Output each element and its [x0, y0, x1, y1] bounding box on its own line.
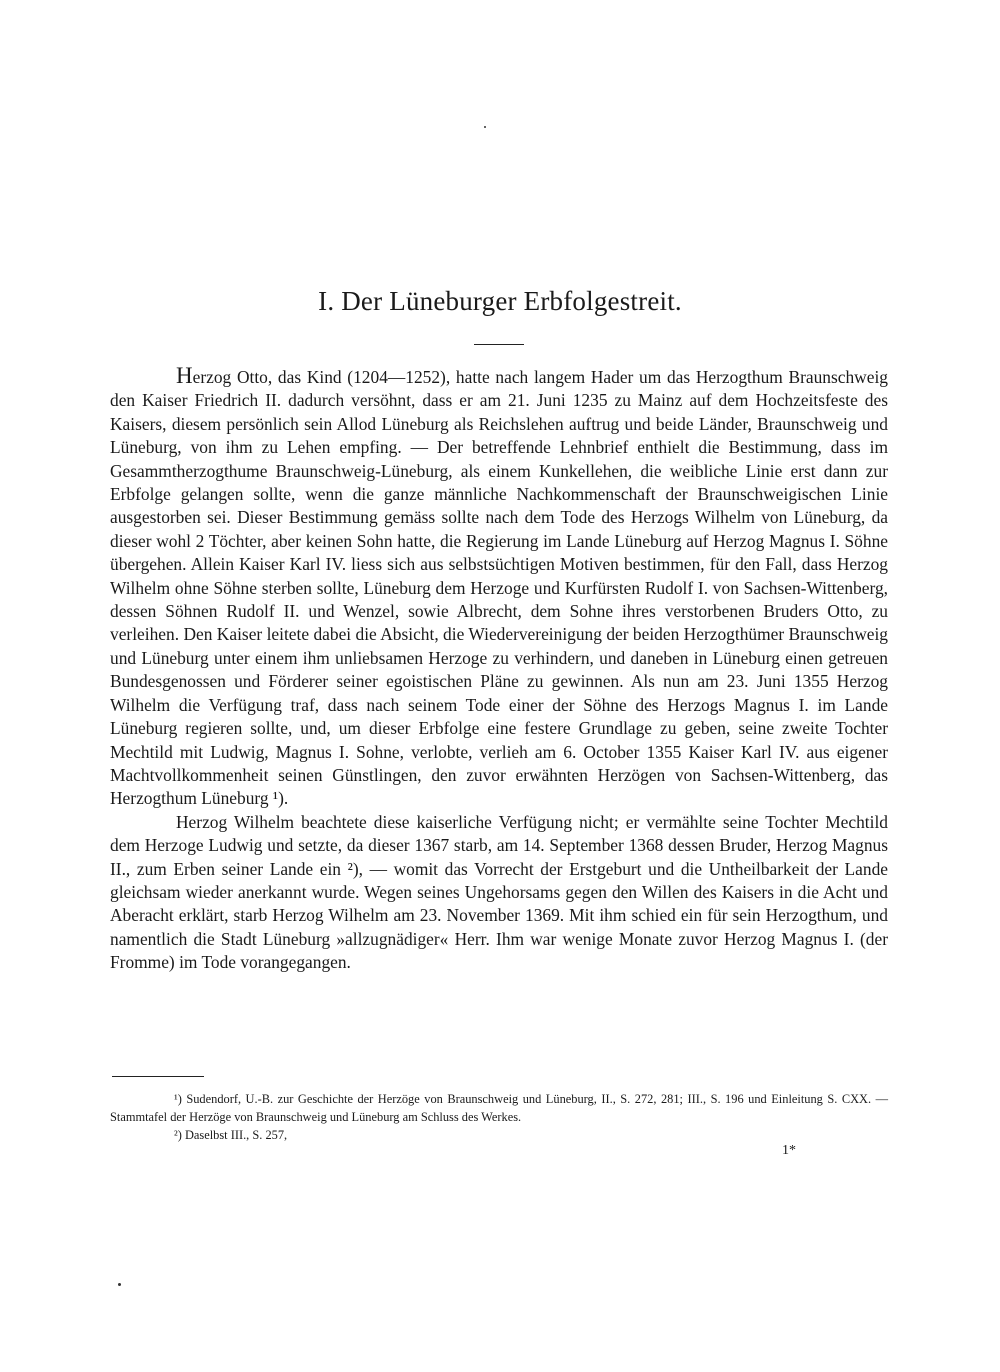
- footnote-1: ¹) Sudendorf, U.-B. zur Geschichte der Herzöge von Braunschweig und Lüneburg, II., S. 272, 281; III., S. 196 und Einleitung S. CXX. — Stammtafel der Herzöge von Braunschweig und Lüneburg am Schluss des Werkes.: [110, 1092, 888, 1124]
- body-text: [110, 364, 888, 975]
- paragraph-2: Herzog Wilhelm beachtete diese kaiserliche Verfügung nicht; er vermählte seine Tochter Mechtild dem Herzoge Ludwig und setzte, da dieser 1367 starb, am 14. September 1368 dessen Bruder, Herzog Magnus II., zum Erben seiner Lande ein ²), — womit das Vorrecht der Erstgeburt und die Untheilbarkeit der Lande gleichsam wieder anerkannt wurde. Wegen seines Ungehorsams gegen den Willen des Kaisers in die Acht und Aberacht erklärt, starb Herzog Wilhelm am 23. November 1369. Mit ihm schied ein für sein Herzogthum, und namentlich die Stadt Lüneburg »allzugnädiger« Herr. Ihm war wenige Monate zuvor Herzog Magnus I. (der Fromme) im Tode vorangegangen.: [110, 811, 888, 973]
- print-speck: [118, 1283, 121, 1286]
- page-number: 1*: [782, 1143, 796, 1158]
- paragraph-1: Herzog Otto, das Kind (1204—1252), hatte nach langem Hader um das Herzogthum Braunschweig den Kaiser Friedrich II. dadurch versöhnt, dass er am 21. Juni 1235 zu Mainz auf dem Hochzeitsfeste des Kaisers, diesem persönlich sein Allod Lüneburg als Reichslehen auftrug und beide Länder, Braunschweig und Lüneburg, von ihm zu Lehen empfing. — Der betreffende Lehnbrief enthielt die Bestimmung, dass im Gesammtherzogthume Braunschweig-Lüneburg, als einem Kunkellehen, die weibliche Linie erst dann zur Erbfolge gelangen sollte, wenn die ganze männliche Nachkommenschaft der Braunschweigischen Linie ausgestorben sei. Dieser Bestimmung gemäss sollte nach dem Tode des Herzogs Wilhelm von Lüneburg, da dieser wohl 2 Töchter, aber keinen Sohn hatte, die Regierung im Lande Lüneburg auf Herzog Magnus I. Söhne übergehen. Allein Kaiser Karl IV. liess sich aus selbstsüchtigen Motiven bestimmen, für den Fall, dass Herzog Wilhelm ohne Söhne sterben sollte, Lüneburg dem Herzoge und Kurfürsten Rudolf I. von Sachsen-Wittenberg, dessen Söhnen Rudolf II. und Wenzel, sowie Albrecht, dem Sohne ihres verstorbenen Bruders Otto, zu verleihen. Den Kaiser leitete dabei die Absicht, die Wiedervereinigung der beiden Herzogthümer Braunschweig und Lüneburg unter einem ihm unliebsamen Herzoge zu verhindern, und daneben in Lüneburg einen getreuen Bundesgenossen und Förderer seiner egoistischen Pläne zu gewinnen. Als nun am 23. Juni 1355 Herzog Wilhelm die Verfügung traf, dass nach seinem Tode einer der Söhne des Herzogs Magnus I. im Lande Lüneburg regieren sollte, und, um dieser Erbfolge eine festere Grundlage zu geben, seine zweite Tochter Mechtild mit Ludwig, Magnus I. Sohne, verlobte, verlieh am 6. October 1355 Kaiser Karl IV. aus eigener Machtvollkommenheit seinen Günstlingen, den zuvor erwähnten Herzögen von Sachsen-Wittenberg, das Herzogthum Lüneburg ¹).: [110, 363, 888, 809]
- chapter-title: I. Der Lüneburger Erbfolgestreit.: [318, 286, 682, 316]
- footnote-divider: [112, 1076, 204, 1077]
- footnotes: [110, 1090, 888, 1144]
- title-divider: [474, 344, 524, 345]
- print-speck: [484, 126, 486, 128]
- footnote-2: ²) Daselbst III., S. 257,: [174, 1128, 288, 1142]
